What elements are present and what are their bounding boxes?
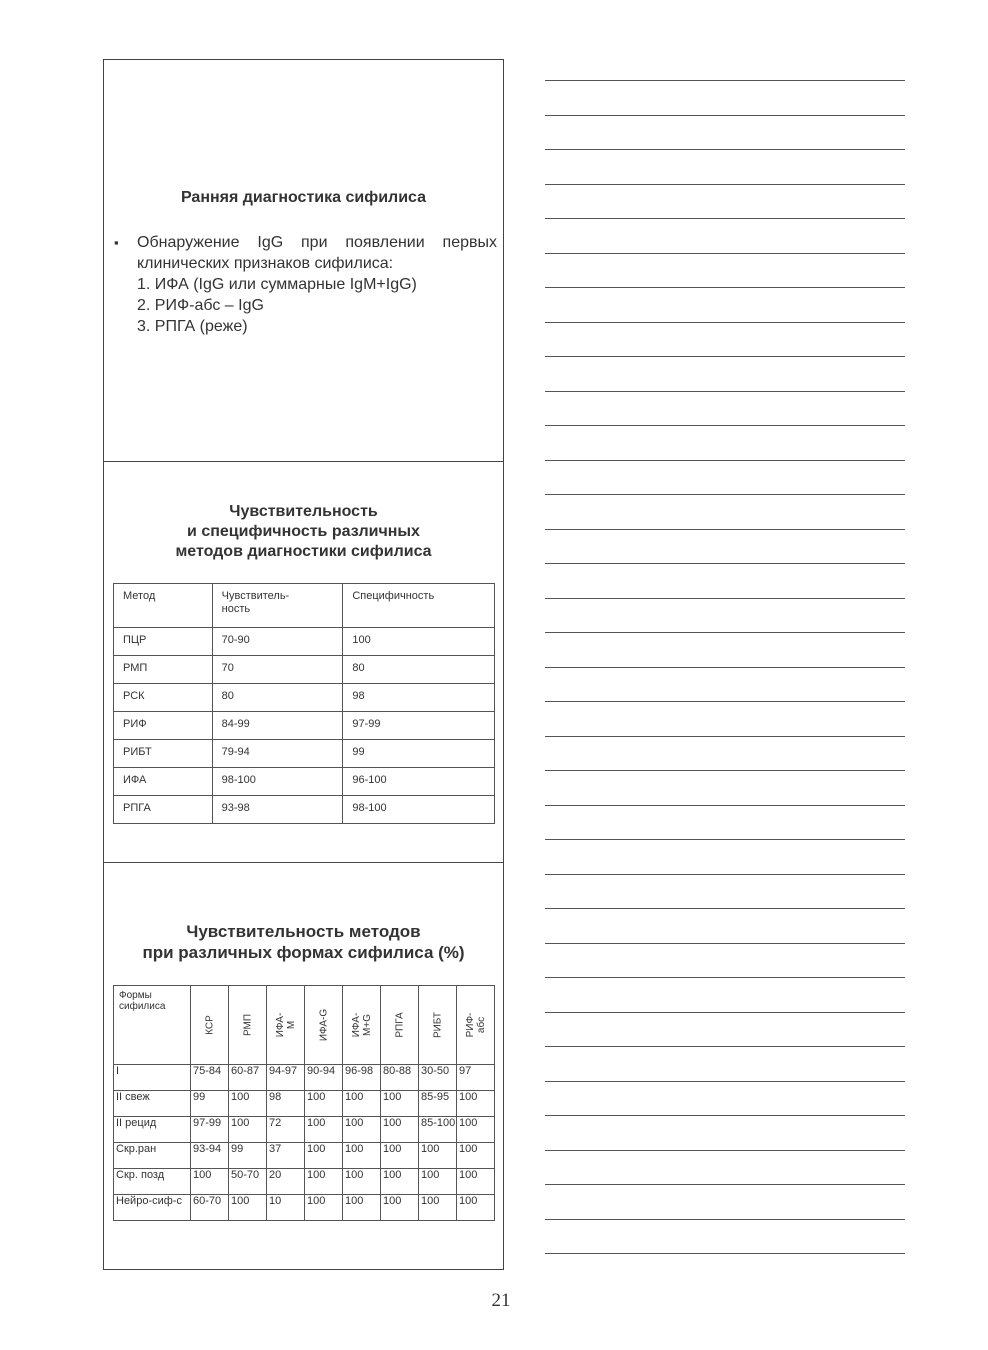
table-cell: 100	[305, 1195, 343, 1221]
sensitivity-by-form-table	[113, 985, 495, 1221]
header-line: РИБТ	[432, 1011, 443, 1039]
table-cell: 75-84	[191, 1065, 229, 1091]
table-cell: 20	[267, 1169, 305, 1195]
note-line	[545, 253, 905, 254]
table-cell: 100	[229, 1195, 267, 1221]
table-cell: 100	[229, 1091, 267, 1117]
note-line	[545, 1081, 905, 1082]
note-line	[545, 736, 905, 737]
note-line	[545, 184, 905, 185]
table-cell: 98	[267, 1091, 305, 1117]
table-cell: 96-100	[343, 768, 495, 796]
method-list-item: 3. РПГА (реже)	[137, 318, 248, 335]
table-row	[114, 1091, 495, 1117]
header-line: Формы	[119, 990, 152, 1001]
note-line	[545, 1012, 905, 1013]
table-cell: 100	[343, 1143, 381, 1169]
header-line: КСР	[204, 1015, 215, 1035]
bullet-block	[114, 232, 497, 337]
table-body	[114, 1065, 495, 1221]
table-cell: РСК	[114, 684, 213, 712]
header-line: ность	[221, 603, 251, 615]
note-line	[545, 839, 905, 840]
note-line	[545, 1253, 905, 1254]
table-cell: ИФА	[114, 768, 213, 796]
note-line	[545, 322, 905, 323]
header-line: М	[285, 1020, 297, 1030]
table-cell: 97-99	[343, 712, 495, 740]
note-line	[545, 218, 905, 219]
table-row	[114, 684, 495, 712]
table-cell: 100	[419, 1169, 457, 1195]
table-body	[114, 628, 495, 824]
note-line	[545, 805, 905, 806]
table-cell: 99	[191, 1091, 229, 1117]
note-line	[545, 701, 905, 702]
table-cell: 98-100	[343, 796, 495, 824]
table-cell: ПЦР	[114, 628, 213, 656]
header-line: абс	[475, 1016, 487, 1034]
table-cell: 30-50	[419, 1065, 457, 1091]
table-cell: 85-100	[419, 1117, 457, 1143]
rotated-header-label	[204, 1015, 215, 1035]
rotated-header-label	[432, 1012, 443, 1038]
table-cell: 100	[419, 1195, 457, 1221]
slide-sensitivity-specificity	[104, 461, 503, 863]
method-list-item: 1. ИФА (IgG или суммарные IgM+IgG)	[137, 276, 417, 293]
table-cell: 100	[457, 1169, 495, 1195]
table-cell: РПГА	[114, 796, 213, 824]
header-line: M+G	[361, 1014, 373, 1036]
table-row	[114, 1169, 495, 1195]
slide2-title-line: Чувствительность	[229, 503, 378, 520]
rotated-header-label	[318, 1009, 329, 1041]
column-header-sensitivity	[212, 584, 343, 628]
column-header-method	[419, 986, 457, 1065]
table-cell: 100	[381, 1091, 419, 1117]
note-line	[545, 425, 905, 426]
table-cell: 100	[229, 1117, 267, 1143]
table-header-row	[114, 584, 495, 628]
note-line	[545, 80, 905, 81]
slide2-title	[104, 502, 503, 562]
note-line	[545, 632, 905, 633]
table-cell: 60-87	[229, 1065, 267, 1091]
table-cell: 10	[267, 1195, 305, 1221]
note-line	[545, 287, 905, 288]
table-row	[114, 740, 495, 768]
table-cell: II рецид	[114, 1117, 191, 1143]
slides-column	[103, 59, 504, 1270]
rotated-header-label	[275, 1013, 297, 1038]
slide2-title-line: и специфичность различных	[187, 523, 420, 540]
table-cell: РМП	[114, 656, 213, 684]
table-cell: I	[114, 1065, 191, 1091]
table-cell: 70	[212, 656, 343, 684]
table-cell: 100	[381, 1143, 419, 1169]
page-number: 21	[491, 1290, 511, 1311]
note-line	[545, 770, 905, 771]
table-cell: Скр. позд	[114, 1169, 191, 1195]
table-row	[114, 1143, 495, 1169]
table-cell: 100	[305, 1143, 343, 1169]
note-line	[545, 460, 905, 461]
table-cell: 94-97	[267, 1065, 305, 1091]
table-row	[114, 656, 495, 684]
note-line	[545, 494, 905, 495]
table-cell: 100	[457, 1117, 495, 1143]
table-cell: 37	[267, 1143, 305, 1169]
table-cell: 100	[457, 1143, 495, 1169]
note-line	[545, 874, 905, 875]
method-list-item: 2. РИФ-абс – IgG	[137, 297, 264, 314]
table-cell: 98-100	[212, 768, 343, 796]
note-line	[545, 908, 905, 909]
note-line	[545, 115, 905, 116]
column-header-specificity: Специфичность	[343, 584, 495, 628]
header-line: РМП	[242, 1013, 253, 1037]
rotated-header-label	[242, 1014, 253, 1036]
table-cell: 100	[343, 1195, 381, 1221]
slide3-title-line: при различных формах сифилиса (%)	[142, 943, 465, 962]
table-row	[114, 1117, 495, 1143]
column-header-method: Метод	[114, 584, 213, 628]
note-line	[545, 1150, 905, 1151]
bullet-text: Обнаружение IgG при появлении первых клинических признаков сифилиса:	[137, 234, 497, 272]
table-cell: 100	[457, 1195, 495, 1221]
header-line: РИФ-	[464, 1012, 476, 1038]
table-cell: 79-94	[212, 740, 343, 768]
table-cell: 70-90	[212, 628, 343, 656]
note-line	[545, 667, 905, 668]
table-cell: 97	[457, 1065, 495, 1091]
column-header-method	[343, 986, 381, 1065]
table-cell: 98	[343, 684, 495, 712]
slide-sensitivity-by-form	[104, 862, 503, 1270]
table-row	[114, 768, 495, 796]
header-line: ИФА-	[350, 1012, 362, 1038]
slide-early-diagnosis	[104, 60, 503, 461]
sensitivity-specificity-table	[113, 583, 495, 824]
table-cell: Скр.ран	[114, 1143, 191, 1169]
table-cell: 84-99	[212, 712, 343, 740]
rotated-header-label	[394, 1012, 405, 1037]
table-cell: 72	[267, 1117, 305, 1143]
bullet-square-icon: ▪	[114, 235, 119, 250]
table-header-row	[114, 986, 495, 1065]
header-line: РПГА	[394, 1012, 405, 1038]
table-row	[114, 712, 495, 740]
rotated-header-label	[351, 1013, 373, 1038]
table-cell: 80-88	[381, 1065, 419, 1091]
note-line	[545, 977, 905, 978]
table-cell: 85-95	[419, 1091, 457, 1117]
table-cell: 100	[343, 1117, 381, 1143]
table-cell: 97-99	[191, 1117, 229, 1143]
table-cell: 100	[457, 1091, 495, 1117]
column-header-method	[191, 986, 229, 1065]
table-row	[114, 1065, 495, 1091]
column-header-method	[457, 986, 495, 1065]
header-line: ИФА-	[274, 1012, 286, 1038]
table-cell: 100	[305, 1169, 343, 1195]
note-line	[545, 391, 905, 392]
table-cell: 100	[305, 1117, 343, 1143]
table-cell: 80	[343, 656, 495, 684]
table-cell: 80	[212, 684, 343, 712]
table-cell: 100	[343, 1091, 381, 1117]
table-row	[114, 628, 495, 656]
table-cell: 100	[419, 1143, 457, 1169]
note-line	[545, 149, 905, 150]
table-cell: 100	[191, 1169, 229, 1195]
method-list	[114, 274, 497, 337]
table-row	[114, 1195, 495, 1221]
table-cell: Нейро-сиф-с	[114, 1195, 191, 1221]
table-cell: 96-98	[343, 1065, 381, 1091]
table-cell: 100	[343, 1169, 381, 1195]
table-row	[114, 796, 495, 824]
slide3-title-line: Чувствительность методов	[186, 922, 421, 941]
table-cell: 90-94	[305, 1065, 343, 1091]
table-cell: РИБТ	[114, 740, 213, 768]
note-line	[545, 356, 905, 357]
note-line	[545, 598, 905, 599]
column-header-form	[114, 986, 191, 1065]
header-line: Чувствитель-	[221, 590, 290, 602]
slide3-title	[104, 921, 503, 963]
header-line: сифилиса	[119, 1001, 166, 1012]
note-line	[545, 563, 905, 564]
table-cell: 100	[381, 1117, 419, 1143]
header-line: ИФА-G	[318, 1008, 329, 1042]
column-header-method	[305, 986, 343, 1065]
table-cell: РИФ	[114, 712, 213, 740]
table-cell: 100	[381, 1169, 419, 1195]
slide1-title: Ранняя диагностика сифилиса	[180, 189, 427, 206]
rotated-header-label	[465, 1013, 487, 1038]
table-cell: 93-98	[212, 796, 343, 824]
table-cell: 99	[229, 1143, 267, 1169]
table-cell: 99	[343, 740, 495, 768]
note-line	[545, 529, 905, 530]
table-cell: 50-70	[229, 1169, 267, 1195]
note-line	[545, 1115, 905, 1116]
column-header-method	[267, 986, 305, 1065]
note-line	[545, 1184, 905, 1185]
note-line	[545, 1219, 905, 1220]
table-cell: 100	[305, 1091, 343, 1117]
table-cell: 100	[343, 628, 495, 656]
table-cell: II свеж	[114, 1091, 191, 1117]
table-cell: 93-94	[191, 1143, 229, 1169]
note-line	[545, 943, 905, 944]
slide2-title-line: методов диагностики сифилиса	[175, 543, 432, 560]
table-cell: 60-70	[191, 1195, 229, 1221]
note-line	[545, 1046, 905, 1047]
table-cell: 100	[381, 1195, 419, 1221]
column-header-method	[229, 986, 267, 1065]
column-header-method	[381, 986, 419, 1065]
